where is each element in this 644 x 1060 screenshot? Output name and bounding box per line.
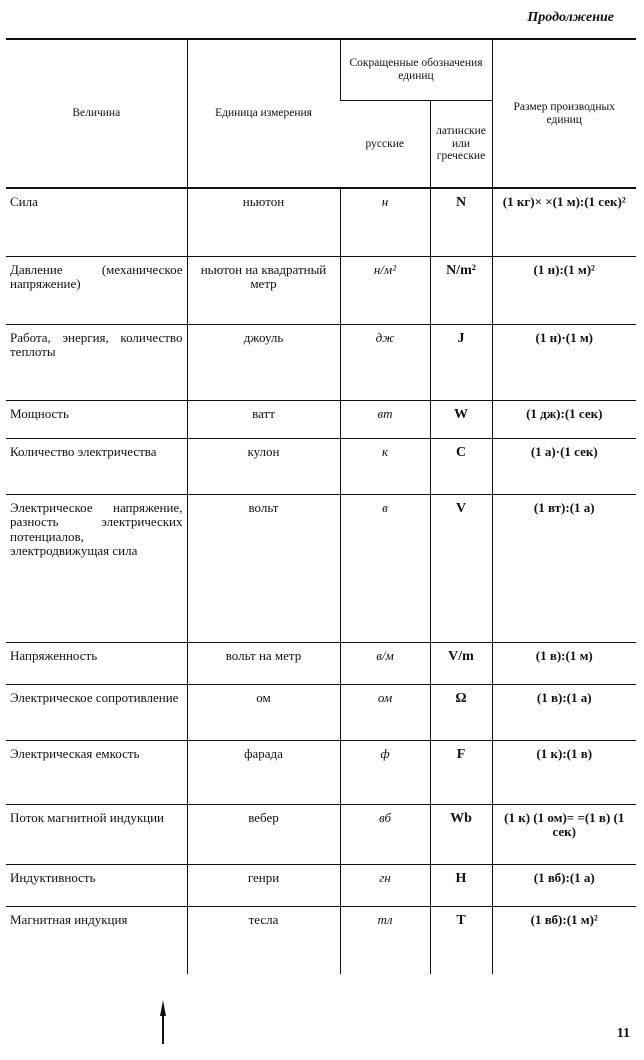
table-row [6,188,636,256]
cell-unit: ньютон [187,188,340,256]
cell-dimension: (1 вб):(1 а) [492,864,636,906]
table-row [6,864,636,906]
cell-dimension: (1 к) (1 ом)= =(1 в) (1 сек) [492,804,636,864]
cell-abbr-lat: Ω [430,684,492,740]
cell-dimension: (1 н):(1 м)² [492,256,636,324]
cell-abbr-lat: F [430,740,492,804]
cell-unit: ватт [187,400,340,438]
pencil-mark-icon [160,1000,166,1044]
cell-quantity: Давление (механическое напряжение) [6,256,187,324]
header-dimension: Размер производных единиц [492,39,636,188]
cell-abbr-lat: V/m [430,642,492,684]
table-row [6,324,636,400]
table-row [6,256,636,324]
header-unit: Единица измерения [187,39,340,188]
cell-unit: ом [187,684,340,740]
cell-quantity: Индуктивность [6,864,187,906]
table-row [6,804,636,864]
table-body [6,188,636,974]
cell-dimension: (1 в):(1 м) [492,642,636,684]
cell-abbr-ru: н/м² [340,256,430,324]
si-units-table [6,38,636,974]
cell-abbr-lat: J [430,324,492,400]
cell-abbr-ru: н [340,188,430,256]
cell-abbr-lat: H [430,864,492,906]
table-row [6,400,636,438]
cell-dimension: (1 к):(1 в) [492,740,636,804]
cell-abbr-lat: Wb [430,804,492,864]
table-row [6,740,636,804]
cell-abbr-lat: N/m² [430,256,492,324]
cell-abbr-lat: T [430,906,492,974]
cell-dimension: (1 дж):(1 сек) [492,400,636,438]
cell-unit: фарада [187,740,340,804]
cell-quantity: Электрическое напряжение, разность электрических потенциалов, электродвижущая сила [6,494,187,642]
cell-abbr-lat: C [430,438,492,494]
cell-abbr-ru: в/м [340,642,430,684]
cell-unit: вольт на метр [187,642,340,684]
cell-abbr-ru: гн [340,864,430,906]
cell-unit: генри [187,864,340,906]
cell-abbr-ru: тл [340,906,430,974]
cell-quantity: Напряженность [6,642,187,684]
cell-unit: тесла [187,906,340,974]
cell-unit: кулон [187,438,340,494]
cell-unit: ньютон на квадратный метр [187,256,340,324]
cell-abbr-ru: к [340,438,430,494]
header-quantity: Величина [6,39,187,188]
cell-abbr-lat: N [430,188,492,256]
cell-dimension: (1 в):(1 а) [492,684,636,740]
cell-dimension: (1 вб):(1 м)² [492,906,636,974]
table-row [6,642,636,684]
cell-quantity: Количество электричества [6,438,187,494]
cell-abbr-lat: V [430,494,492,642]
cell-dimension: (1 а)·(1 сек) [492,438,636,494]
cell-abbr-ru: в [340,494,430,642]
cell-dimension: (1 кг)× ×(1 м):(1 сек)² [492,188,636,256]
cell-unit: вольт [187,494,340,642]
cell-unit: вебер [187,804,340,864]
cell-abbr-ru: дж [340,324,430,400]
cell-abbr-ru: вт [340,400,430,438]
cell-quantity: Поток магнитной индукции [6,804,187,864]
cell-quantity: Мощность [6,400,187,438]
header-abbr-latin: латинские или греческие [430,101,492,189]
cell-unit: джоуль [187,324,340,400]
cell-dimension: (1 вт):(1 а) [492,494,636,642]
cell-quantity: Сила [10,194,38,209]
header-abbr-russian: русские [340,101,430,189]
table-row [6,906,636,974]
cell-quantity: Магнитная индукция [6,906,187,974]
table-row [6,494,636,642]
cell-quantity: Электрическая емкость [6,740,187,804]
continued-label: Продолжение [527,10,614,25]
cell-abbr-lat: W [430,400,492,438]
cell-abbr-ru: вб [340,804,430,864]
cell-abbr-ru: ф [340,740,430,804]
page-number: 11 [616,1026,630,1041]
table-row [6,684,636,740]
cell-dimension: (1 н)·(1 м) [492,324,636,400]
cell-quantity: Электрическое сопротивление [6,684,187,740]
table-row [6,438,636,494]
header-abbreviations: Сокращенные обозначения единиц [340,39,492,101]
cell-abbr-ru: ом [340,684,430,740]
cell-quantity: Работа, энергия, количество теплоты [6,324,187,400]
